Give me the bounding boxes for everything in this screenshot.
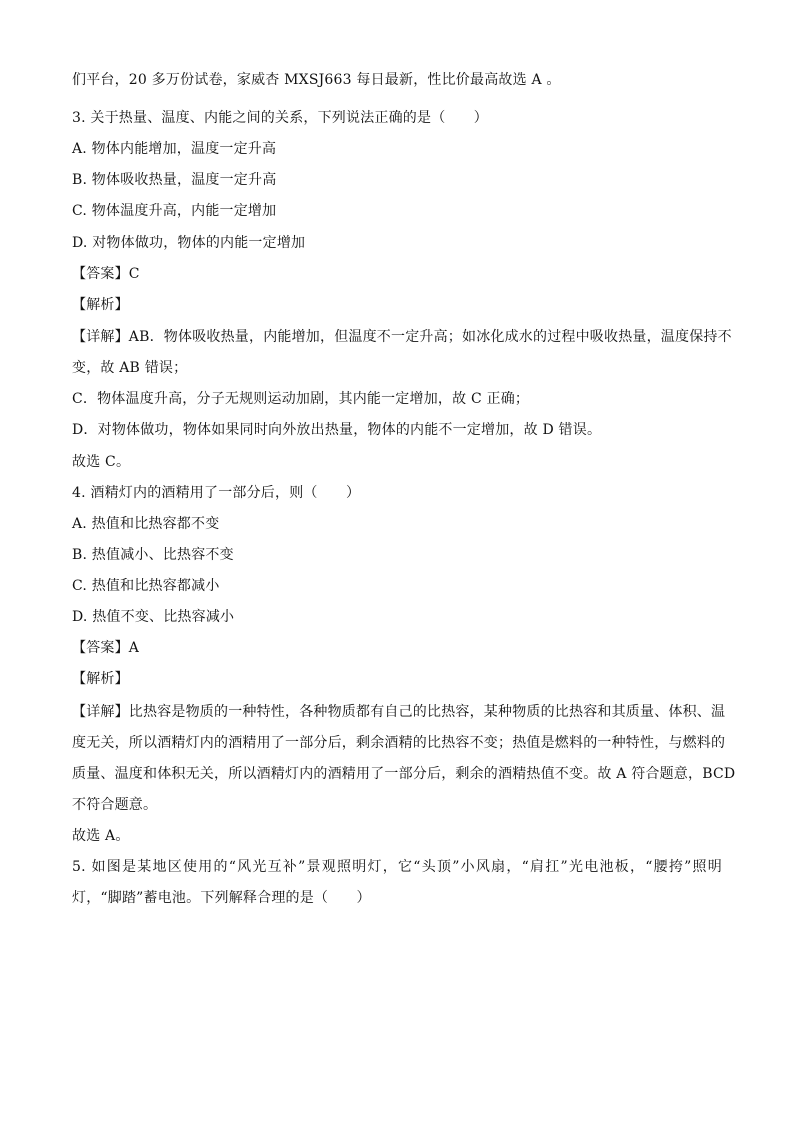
q3-analysis-label: 【解析】 [72,297,129,313]
q4-detail-line-2: 度无关，所以酒精灯内的酒精用了一部分后，剩余酒精的比热容不变；热值是燃料的一种特性，与燃料的 [72,735,726,751]
q3-detail-line-1: 【详解】AB．物体吸收热量，内能增加，但温度不一定升高；如冰化成水的过程中吸收热量，温度保持不 [72,329,732,345]
q4-detail-line-1: 【详解】比热容是物质的一种特性，各种物质都有自己的比热容，某种物质的比热容和其质量、体积、温 [72,704,726,720]
q4-analysis-label: 【解析】 [72,671,129,687]
q3-detail-line-2: 变，故 AB 错误； [72,360,188,376]
q4-detail-line-4: 不符合题意。 [72,797,158,813]
q5-stem-line-1: 5. 如图是某地区使用的“风光互补”景观照明灯，它“头顶”小风扇，“肩扛”光电池板，“腰挎”照明 [72,859,722,875]
q3-answer: 【答案】C [72,266,140,282]
q5-stem-line-2: 灯，“脚踏”蓄电池。下列解释合理的是（ ） [72,890,371,906]
q4-option-a: A. 热值和比热容都不变 [72,516,220,532]
q3-option-b: B. 物体吸收热量，温度一定升高 [72,172,277,188]
q4-detail-line-3: 质量、温度和体积无关，所以酒精灯内的酒精用了一部分后，剩余的酒精热值不变。故 A 符合题意，BCD [72,766,736,782]
q4-answer: 【答案】A [72,640,140,656]
q4-option-b: B. 热值减小、比热容不变 [72,547,234,563]
q3-option-c: C. 物体温度升高，内能一定增加 [72,203,277,219]
q3-conclusion: 故选 C。 [72,454,131,470]
q3-option-d: D. 对物体做功，物体的内能一定增加 [72,235,306,251]
q4-conclusion: 故选 A。 [72,828,130,844]
q3-detail-line-4: D．对物体做功，物体如果同时向外放出热量，物体的内能不一定增加，故 D 错误。 [72,422,602,438]
q4-option-d: D. 热值不变、比热容减小 [72,609,235,625]
q4-option-c: C. 热值和比热容都减小 [72,578,220,594]
q3-stem: 3. 关于热量、温度、内能之间的关系，下列说法正确的是（ ） [72,110,489,126]
q4-stem: 4. 酒精灯内的酒精用了一部分后，则（ ） [72,485,361,501]
q3-detail-line-3: C．物体温度升高，分子无规则运动加剧，其内能一定增加，故 C 正确； [72,391,530,407]
q3-option-a: A. 物体内能增加，温度一定升高 [72,141,277,157]
intro-line: 们平台，20 多万份试卷，家威杏 MXSJ663 每日最新，性比价最高故选 A 。 [72,72,561,88]
